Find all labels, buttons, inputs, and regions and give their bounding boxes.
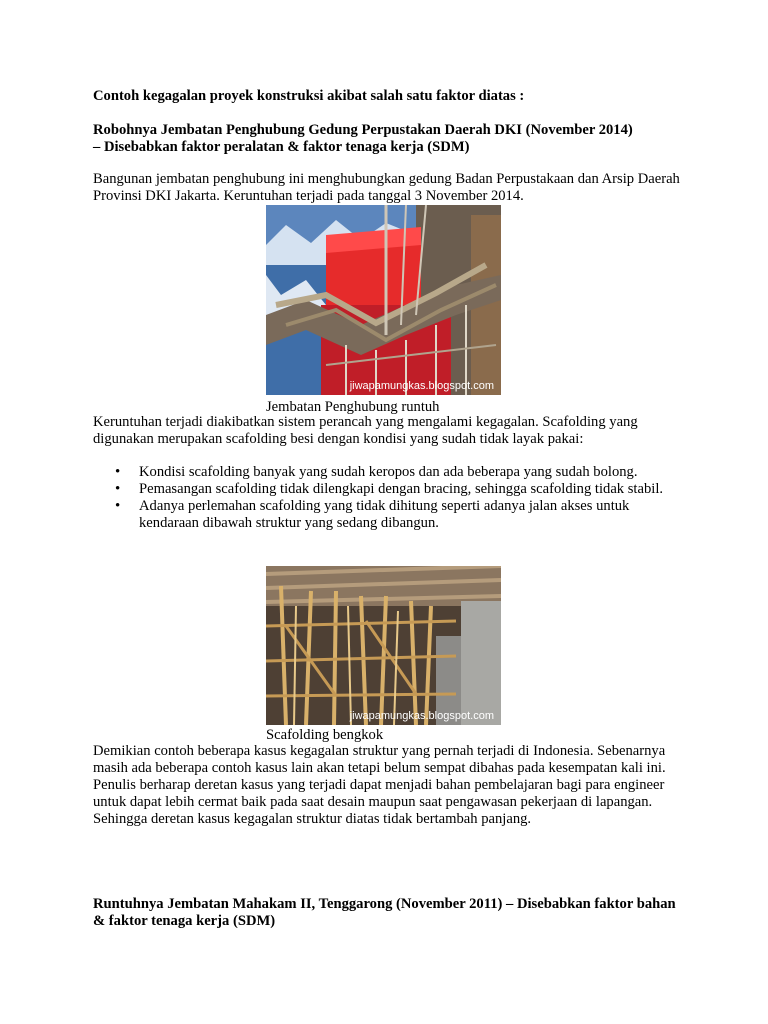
image1-caption: Jembatan Penghubung runtuh <box>266 399 440 415</box>
case2-title: Runtuhnya Jembatan Mahakam II, Tenggarong (November 2011) – Disebabkan faktor bahan & faktor tenaga kerja (SDM) <box>93 896 676 929</box>
case1-title-line2: – Disebabkan faktor peralatan & faktor tenaga kerja (SDM) <box>93 139 470 155</box>
scaffolding-photo <box>266 566 501 725</box>
list-item: • Pemasangan scafolding tidak dilengkapi dengan bracing, sehingga scafolding tidak stabil. <box>93 481 683 498</box>
case1-paragraph: Keruntuhan terjadi diakibatkan sistem perancah yang mengalami kegagalan. Scafolding yang digunakan merupakan scafolding besi dengan kondisi yang sudah tidak layak pakai: <box>93 414 638 447</box>
list-item: • Adanya perlemahan scafolding yang tidak dihitung seperti adanya jalan akses untuk kendaraan dibawah struktur yang sedang dibangun. <box>93 498 683 532</box>
image2-watermark: jiwapamungkas.blogspot.com <box>349 710 494 722</box>
case1-description: Bangunan jembatan penghubung ini menghubungkan gedung Badan Perpustakaan dan Arsip Daerah Provinsi DKI Jakarta. Keruntuhan terjadi pada tanggal 3 November 2014. <box>93 171 680 204</box>
intro-heading: Contoh kegagalan proyek konstruksi akibat salah satu faktor diatas : <box>93 88 525 104</box>
closing-paragraph: Demikian contoh beberapa kasus kegagalan struktur yang pernah terjadi di Indonesia. Sebenarnya masih ada beberapa contoh kasus lain akan tetapi belum sempat dibahas pada kesempatan kali ini. Penulis berharap deretan kasus yang terjadi dapat menjadi bahan pembelajaran bagi para engineer untuk dapat lebih cermat baik pada saat desain maupun saat pengawasan pekerjaan di lapangan. Sehingga deretan kasus kegagalan struktur diatas tidak bertambah panjang. <box>93 743 666 827</box>
failure-causes-list <box>93 464 683 532</box>
list-item: • Kondisi scafolding banyak yang sudah keropos dan ada beberapa yang sudah bolong. <box>93 464 683 481</box>
case1-title-line1: Robohnya Jembatan Penghubung Gedung Perpustakan Daerah DKI (November 2014) <box>93 122 633 138</box>
bridge-collapse-illustration <box>266 205 501 395</box>
image1-watermark: jiwapamungkas.blogspot.com <box>349 380 494 392</box>
bridge-collapse-photo <box>266 205 501 395</box>
case1-title <box>93 122 683 156</box>
image2-caption: Scafolding bengkok <box>266 727 384 743</box>
scaffolding-illustration <box>266 566 501 725</box>
